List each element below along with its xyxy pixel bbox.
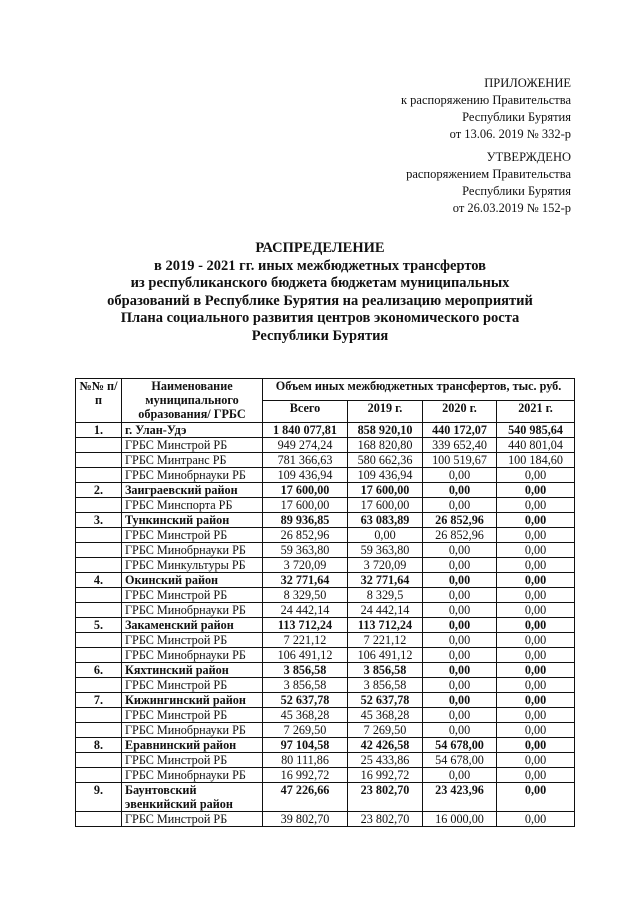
- municipality-row: [76, 573, 575, 588]
- row-2021: 0,00: [497, 573, 575, 588]
- row-2019: 23 802,70: [348, 783, 423, 812]
- grbs-row: [76, 753, 575, 768]
- municipality-row: [76, 513, 575, 528]
- row-2020: 0,00: [423, 648, 497, 663]
- row-2021: 0,00: [497, 603, 575, 618]
- row-2019: 24 442,14: [348, 603, 423, 618]
- row-2019: 63 083,89: [348, 513, 423, 528]
- row-total: 3 856,58: [263, 663, 348, 678]
- municipality-row: [76, 423, 575, 438]
- row-name: ГРБС Минспорта РБ: [122, 498, 263, 513]
- appendix-header: [401, 75, 571, 143]
- row-2019: 858 920,10: [348, 423, 423, 438]
- row-name: Баунтовский эвенкийский район: [122, 783, 263, 812]
- row-2021: 100 184,60: [497, 453, 575, 468]
- grbs-row: [76, 648, 575, 663]
- row-name: ГРБС Минобрнауки РБ: [122, 603, 263, 618]
- row-number: [76, 708, 122, 723]
- row-2020: 0,00: [423, 603, 497, 618]
- row-total: 8 329,50: [263, 588, 348, 603]
- row-2020: 0,00: [423, 558, 497, 573]
- row-2019: 109 436,94: [348, 468, 423, 483]
- row-total: 113 712,24: [263, 618, 348, 633]
- row-name: ГРБС Минстрой РБ: [122, 812, 263, 827]
- row-name: ГРБС Минкультуры РБ: [122, 558, 263, 573]
- row-total: 47 226,66: [263, 783, 348, 812]
- row-number: [76, 543, 122, 558]
- row-number: [76, 678, 122, 693]
- header-num: №№ п/п: [76, 379, 122, 423]
- row-2019: 7 269,50: [348, 723, 423, 738]
- row-name: ГРБС Минобрнауки РБ: [122, 468, 263, 483]
- row-total: 89 936,85: [263, 513, 348, 528]
- row-name: ГРБС Минобрнауки РБ: [122, 543, 263, 558]
- header-volume: Объем иных межбюджетных трансфертов, тыс. руб.: [263, 379, 575, 401]
- row-number: [76, 768, 122, 783]
- row-2020: 26 852,96: [423, 528, 497, 543]
- row-2021: 0,00: [497, 678, 575, 693]
- row-total: 3 856,58: [263, 678, 348, 693]
- row-number: [76, 723, 122, 738]
- grbs-row: [76, 498, 575, 513]
- row-2021: 0,00: [497, 633, 575, 648]
- header-line: УТВЕРЖДЕНО: [486, 150, 571, 164]
- row-2019: 113 712,24: [348, 618, 423, 633]
- row-2019: 23 802,70: [348, 812, 423, 827]
- row-2019: 17 600,00: [348, 483, 423, 498]
- approval-header: [406, 149, 571, 217]
- row-total: 1 840 077,81: [263, 423, 348, 438]
- row-2019: 3 856,58: [348, 663, 423, 678]
- row-total: 17 600,00: [263, 498, 348, 513]
- row-number: [76, 558, 122, 573]
- row-2021: 0,00: [497, 483, 575, 498]
- row-number: [76, 528, 122, 543]
- row-2019: 106 491,12: [348, 648, 423, 663]
- row-name: г. Улан-Удэ: [122, 423, 263, 438]
- row-number: [76, 753, 122, 768]
- row-2019: 25 433,86: [348, 753, 423, 768]
- row-total: 781 366,63: [263, 453, 348, 468]
- row-total: 17 600,00: [263, 483, 348, 498]
- row-2021: 0,00: [497, 708, 575, 723]
- row-total: 949 274,24: [263, 438, 348, 453]
- row-name: ГРБС Минтранс РБ: [122, 453, 263, 468]
- row-name: ГРБС Минстрой РБ: [122, 708, 263, 723]
- row-2019: 168 820,80: [348, 438, 423, 453]
- row-2019: 8 329,5: [348, 588, 423, 603]
- row-total: 106 491,12: [263, 648, 348, 663]
- row-name: ГРБС Минстрой РБ: [122, 753, 263, 768]
- table-header-row: [76, 379, 575, 401]
- row-2020: 0,00: [423, 708, 497, 723]
- header-line: Республики Бурятия: [462, 110, 571, 124]
- grbs-row: [76, 603, 575, 618]
- row-name: Заиграевский район: [122, 483, 263, 498]
- row-name: ГРБС Минобрнауки РБ: [122, 648, 263, 663]
- row-number: [76, 438, 122, 453]
- header-2020: 2020 г.: [423, 401, 497, 423]
- municipality-row: [76, 738, 575, 753]
- grbs-row: [76, 453, 575, 468]
- row-2020: 0,00: [423, 663, 497, 678]
- row-number: [76, 498, 122, 513]
- municipality-row: [76, 783, 575, 812]
- row-number: 9.: [76, 783, 122, 812]
- row-total: 32 771,64: [263, 573, 348, 588]
- row-2021: 0,00: [497, 723, 575, 738]
- row-2020: 100 519,67: [423, 453, 497, 468]
- row-2020: 440 172,07: [423, 423, 497, 438]
- title-line: образований в Республике Бурятия на реализацию мероприятий: [107, 292, 533, 309]
- row-2020: 0,00: [423, 468, 497, 483]
- row-2020: 0,00: [423, 543, 497, 558]
- row-number: 2.: [76, 483, 122, 498]
- municipality-row: [76, 618, 575, 633]
- row-name: ГРБС Минстрой РБ: [122, 678, 263, 693]
- title-line: Республики Бурятия: [251, 327, 389, 344]
- row-2021: 440 801,04: [497, 438, 575, 453]
- row-number: 7.: [76, 693, 122, 708]
- grbs-row: [76, 468, 575, 483]
- row-name: Закаменский район: [122, 618, 263, 633]
- row-name: Еравнинский район: [122, 738, 263, 753]
- row-total: 109 436,94: [263, 468, 348, 483]
- table-body: [76, 423, 575, 827]
- row-number: 4.: [76, 573, 122, 588]
- grbs-row: [76, 633, 575, 648]
- row-2019: 42 426,58: [348, 738, 423, 753]
- row-name: ГРБС Минстрой РБ: [122, 633, 263, 648]
- row-2020: 54 678,00: [423, 738, 497, 753]
- row-name: Окинский район: [122, 573, 263, 588]
- row-2019: 59 363,80: [348, 543, 423, 558]
- row-2021: 0,00: [497, 663, 575, 678]
- row-2021: 0,00: [497, 558, 575, 573]
- row-2021: 0,00: [497, 468, 575, 483]
- row-total: 24 442,14: [263, 603, 348, 618]
- row-2020: 0,00: [423, 618, 497, 633]
- header-2021: 2021 г.: [497, 401, 575, 423]
- row-2019: 16 992,72: [348, 768, 423, 783]
- row-2021: 0,00: [497, 498, 575, 513]
- row-2021: 0,00: [497, 768, 575, 783]
- row-2021: 0,00: [497, 783, 575, 812]
- distribution-table: [75, 378, 575, 827]
- row-2020: 0,00: [423, 498, 497, 513]
- grbs-row: [76, 438, 575, 453]
- row-total: 7 269,50: [263, 723, 348, 738]
- title-line: Плана социального развития центров экономического роста: [120, 310, 520, 326]
- row-number: [76, 588, 122, 603]
- row-2019: 32 771,64: [348, 573, 423, 588]
- row-total: 26 852,96: [263, 528, 348, 543]
- grbs-row: [76, 678, 575, 693]
- row-number: 6.: [76, 663, 122, 678]
- row-2020: 0,00: [423, 633, 497, 648]
- row-name: Кижингинский район: [122, 693, 263, 708]
- row-number: [76, 468, 122, 483]
- header-total: Всего: [263, 401, 348, 423]
- row-2021: 0,00: [497, 693, 575, 708]
- row-2021: 0,00: [497, 528, 575, 543]
- row-number: [76, 633, 122, 648]
- row-2019: 3 720,09: [348, 558, 423, 573]
- row-name: ГРБС Минстрой РБ: [122, 528, 263, 543]
- row-name: ГРБС Минобрнауки РБ: [122, 768, 263, 783]
- grbs-row: [76, 588, 575, 603]
- municipality-row: [76, 483, 575, 498]
- row-2020: 0,00: [423, 768, 497, 783]
- header-line: от 13.06. 2019 № 332-р: [449, 127, 571, 141]
- row-2019: 7 221,12: [348, 633, 423, 648]
- row-2020: 0,00: [423, 573, 497, 588]
- municipality-row: [76, 693, 575, 708]
- row-2020: 0,00: [423, 693, 497, 708]
- row-total: 45 368,28: [263, 708, 348, 723]
- row-2020: 0,00: [423, 678, 497, 693]
- row-number: [76, 648, 122, 663]
- row-number: [76, 812, 122, 827]
- grbs-row: [76, 558, 575, 573]
- row-name: ГРБС Минобрнауки РБ: [122, 723, 263, 738]
- title-line: в 2019 - 2021 гг. иных межбюджетных трансфертов: [154, 257, 486, 274]
- row-number: 8.: [76, 738, 122, 753]
- row-total: 7 221,12: [263, 633, 348, 648]
- header-line: ПРИЛОЖЕНИЕ: [484, 76, 571, 90]
- row-2021: 0,00: [497, 543, 575, 558]
- row-2021: 540 985,64: [497, 423, 575, 438]
- row-number: [76, 603, 122, 618]
- row-2021: 0,00: [497, 738, 575, 753]
- row-2021: 0,00: [497, 513, 575, 528]
- row-2021: 0,00: [497, 753, 575, 768]
- row-2020: 23 423,96: [423, 783, 497, 812]
- grbs-row: [76, 528, 575, 543]
- header-line: Республики Бурятия: [462, 184, 571, 198]
- title-line: из республиканского бюджета бюджетам муниципальных: [130, 275, 510, 291]
- row-number: [76, 453, 122, 468]
- row-total: 16 992,72: [263, 768, 348, 783]
- row-2020: 0,00: [423, 723, 497, 738]
- row-2020: 339 652,40: [423, 438, 497, 453]
- document-title: [0, 240, 640, 345]
- row-2020: 0,00: [423, 588, 497, 603]
- row-2021: 0,00: [497, 588, 575, 603]
- grbs-row: [76, 723, 575, 738]
- row-name: ГРБС Минстрой РБ: [122, 438, 263, 453]
- header-line: к распоряжению Правительства: [400, 93, 571, 107]
- row-total: 59 363,80: [263, 543, 348, 558]
- row-2021: 0,00: [497, 812, 575, 827]
- row-2019: 17 600,00: [348, 498, 423, 513]
- row-total: 52 637,78: [263, 693, 348, 708]
- row-2019: 45 368,28: [348, 708, 423, 723]
- row-2020: 54 678,00: [423, 753, 497, 768]
- row-name: ГРБС Минстрой РБ: [122, 588, 263, 603]
- row-name: Тункинский район: [122, 513, 263, 528]
- municipality-row: [76, 663, 575, 678]
- row-name: Кяхтинский район: [122, 663, 263, 678]
- row-2020: 26 852,96: [423, 513, 497, 528]
- row-total: 80 111,86: [263, 753, 348, 768]
- grbs-row: [76, 543, 575, 558]
- grbs-row: [76, 812, 575, 827]
- header-line: распоряжением Правительства: [406, 167, 571, 181]
- header-name: Наименование муниципального образования/ ГРБС: [122, 379, 263, 423]
- grbs-row: [76, 708, 575, 723]
- row-2019: 580 662,36: [348, 453, 423, 468]
- header-line: от 26.03.2019 № 152-р: [452, 201, 571, 215]
- row-2020: 16 000,00: [423, 812, 497, 827]
- row-2019: 52 637,78: [348, 693, 423, 708]
- row-total: 3 720,09: [263, 558, 348, 573]
- row-number: 3.: [76, 513, 122, 528]
- row-2020: 0,00: [423, 483, 497, 498]
- row-total: 39 802,70: [263, 812, 348, 827]
- row-2019: 0,00: [348, 528, 423, 543]
- row-2019: 3 856,58: [348, 678, 423, 693]
- header-2019: 2019 г.: [348, 401, 423, 423]
- row-total: 97 104,58: [263, 738, 348, 753]
- row-2021: 0,00: [497, 648, 575, 663]
- row-2021: 0,00: [497, 618, 575, 633]
- grbs-row: [76, 768, 575, 783]
- row-number: 1.: [76, 423, 122, 438]
- row-number: 5.: [76, 618, 122, 633]
- title-line: РАСПРЕДЕЛЕНИЕ: [255, 240, 385, 256]
